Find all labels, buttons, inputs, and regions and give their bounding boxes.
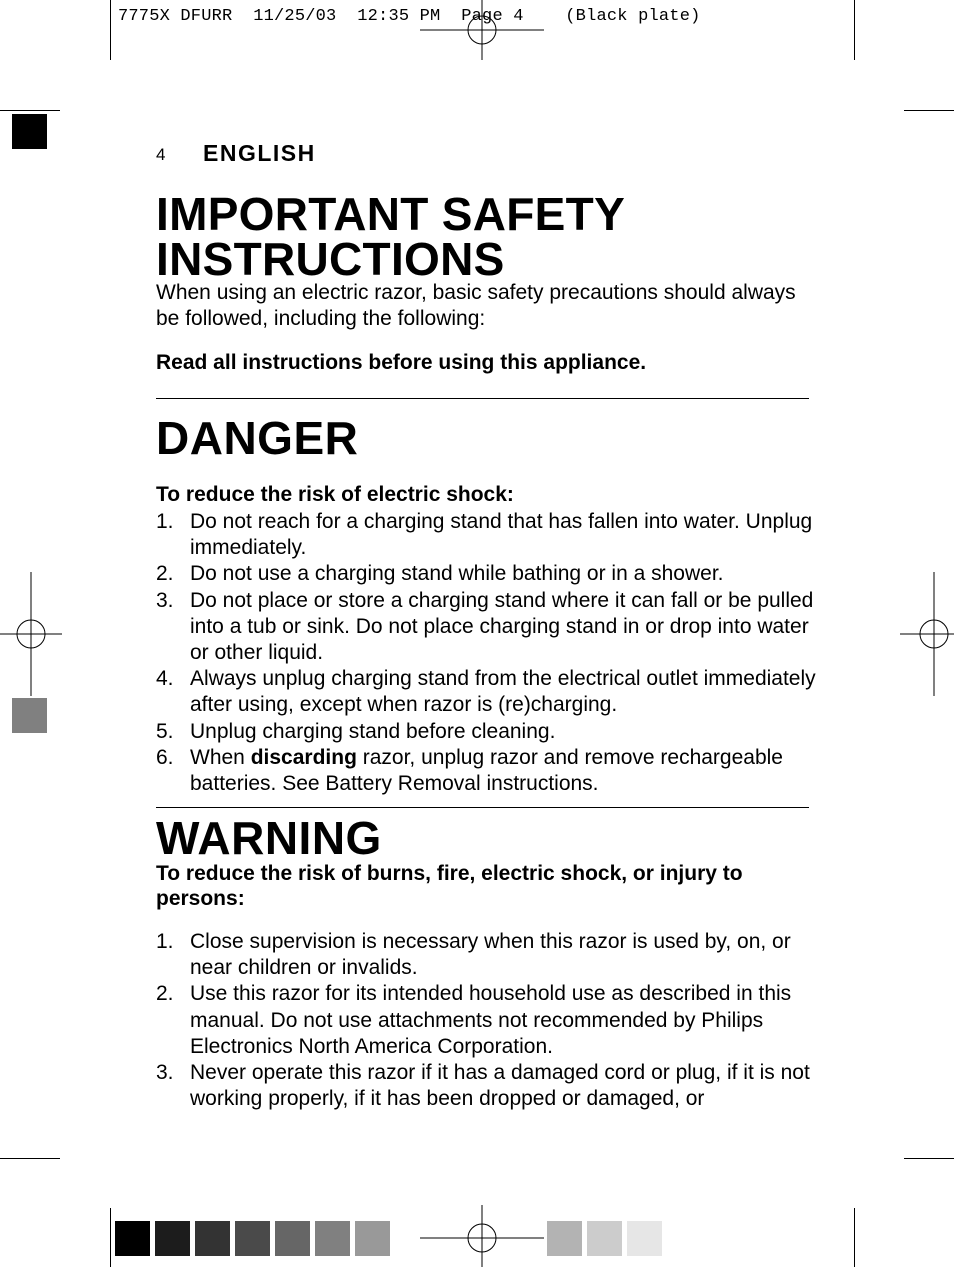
list-item (156, 666, 816, 718)
color-swatch (115, 1221, 150, 1256)
list-item-text: Close supervision is necessary when this razor is used by, on, or near children or invalids. (190, 930, 791, 980)
list-item-number: 5. (156, 719, 174, 743)
warning-heading: WARNING (156, 812, 382, 864)
list-item (156, 745, 816, 797)
list-item-text: Unplug charging stand before cleaning. (190, 719, 556, 743)
list-item-number: 3. (156, 588, 174, 612)
registration-mark-icon (420, 0, 544, 62)
list-item (156, 929, 816, 981)
read-all-notice: Read all instructions before using this appliance. (156, 351, 647, 374)
warning-list (156, 929, 816, 1112)
registration-mark-icon (0, 572, 62, 696)
side-mark-black (12, 114, 47, 149)
page-title-line: IMPORTANT SAFETY (156, 188, 626, 240)
list-item (156, 719, 816, 745)
color-swatch (155, 1221, 190, 1256)
list-item-number: 2. (156, 562, 174, 586)
list-item (156, 1060, 816, 1112)
list-item (156, 561, 816, 587)
color-swatch (275, 1221, 310, 1256)
list-item (156, 509, 816, 561)
color-swatch (547, 1221, 582, 1256)
list-item (156, 588, 816, 667)
list-item-number: 3. (156, 1061, 174, 1085)
list-item-number: 1. (156, 930, 174, 953)
crop-mark (854, 0, 855, 60)
color-swatch (235, 1221, 270, 1256)
divider (156, 398, 809, 399)
warning-subheading: To reduce the risk of burns, fire, electric shock, or injury to persons: (156, 862, 743, 910)
side-mark-gray (12, 698, 47, 733)
list-item-number: 2. (156, 982, 174, 1006)
color-swatch (627, 1221, 662, 1256)
list-item (156, 981, 816, 1060)
crop-mark (904, 1158, 954, 1159)
danger-list (156, 509, 816, 797)
danger-heading: DANGER (156, 412, 359, 464)
divider (156, 807, 809, 808)
crop-mark (904, 110, 954, 111)
list-item-text: When (190, 745, 251, 769)
list-item-number: 6. (156, 745, 174, 769)
list-item-number: 4. (156, 667, 174, 691)
crop-mark (854, 1208, 855, 1267)
registration-mark-icon (900, 572, 954, 696)
color-swatch (355, 1221, 390, 1256)
list-item-text: Do not use a charging stand while bathing or in a shower. (190, 562, 724, 586)
list-item-text: Never operate this razor if it has a damaged cord or plug, if it is not working properly, if it has been dropped or damaged, or (190, 1061, 810, 1111)
list-item-text: Do not place or store a charging stand where it can fall or be pulled into a tub or sink. Do not place charging stand in or drop into water or other liquid. (190, 588, 814, 665)
color-swatch (315, 1221, 350, 1256)
list-item-text: Always unplug charging stand from the electrical outlet immediately after using, except when razor is (re)charging. (190, 667, 816, 717)
list-item-number: 1. (156, 510, 174, 533)
list-item-text: Do not reach for a charging stand that has fallen into water. Unplug immediately. (190, 510, 813, 560)
list-item-emphasis: discarding (250, 745, 357, 769)
danger-subheading: To reduce the risk of electric shock: (156, 483, 514, 506)
crop-mark (110, 0, 111, 60)
page-number: 4 (156, 145, 166, 164)
list-item-text: Use this razor for its intended household use as described in this manual. Do not use attachments not recommended by Philips Electronics North America Corporation. (190, 982, 792, 1058)
crop-mark (0, 1158, 60, 1159)
registration-mark-icon (420, 1205, 544, 1267)
page-title (156, 188, 626, 285)
print-slug: 7775X DFURR 11/25/03 12:35 PM Page 4 (Black plate) (118, 7, 701, 26)
language-label: ENGLISH (203, 140, 316, 166)
intro-paragraph: When using an electric razor, basic safety precautions should always be followed, including the following: (156, 281, 796, 330)
crop-mark (110, 1208, 111, 1267)
page-title-line: INSTRUCTIONS (156, 233, 505, 285)
list-item-text: razor, unplug razor and remove rechargeable batteries. See Battery Removal instructions. (190, 745, 783, 796)
crop-mark (0, 110, 60, 111)
color-swatch (195, 1221, 230, 1256)
color-swatch (587, 1221, 622, 1256)
